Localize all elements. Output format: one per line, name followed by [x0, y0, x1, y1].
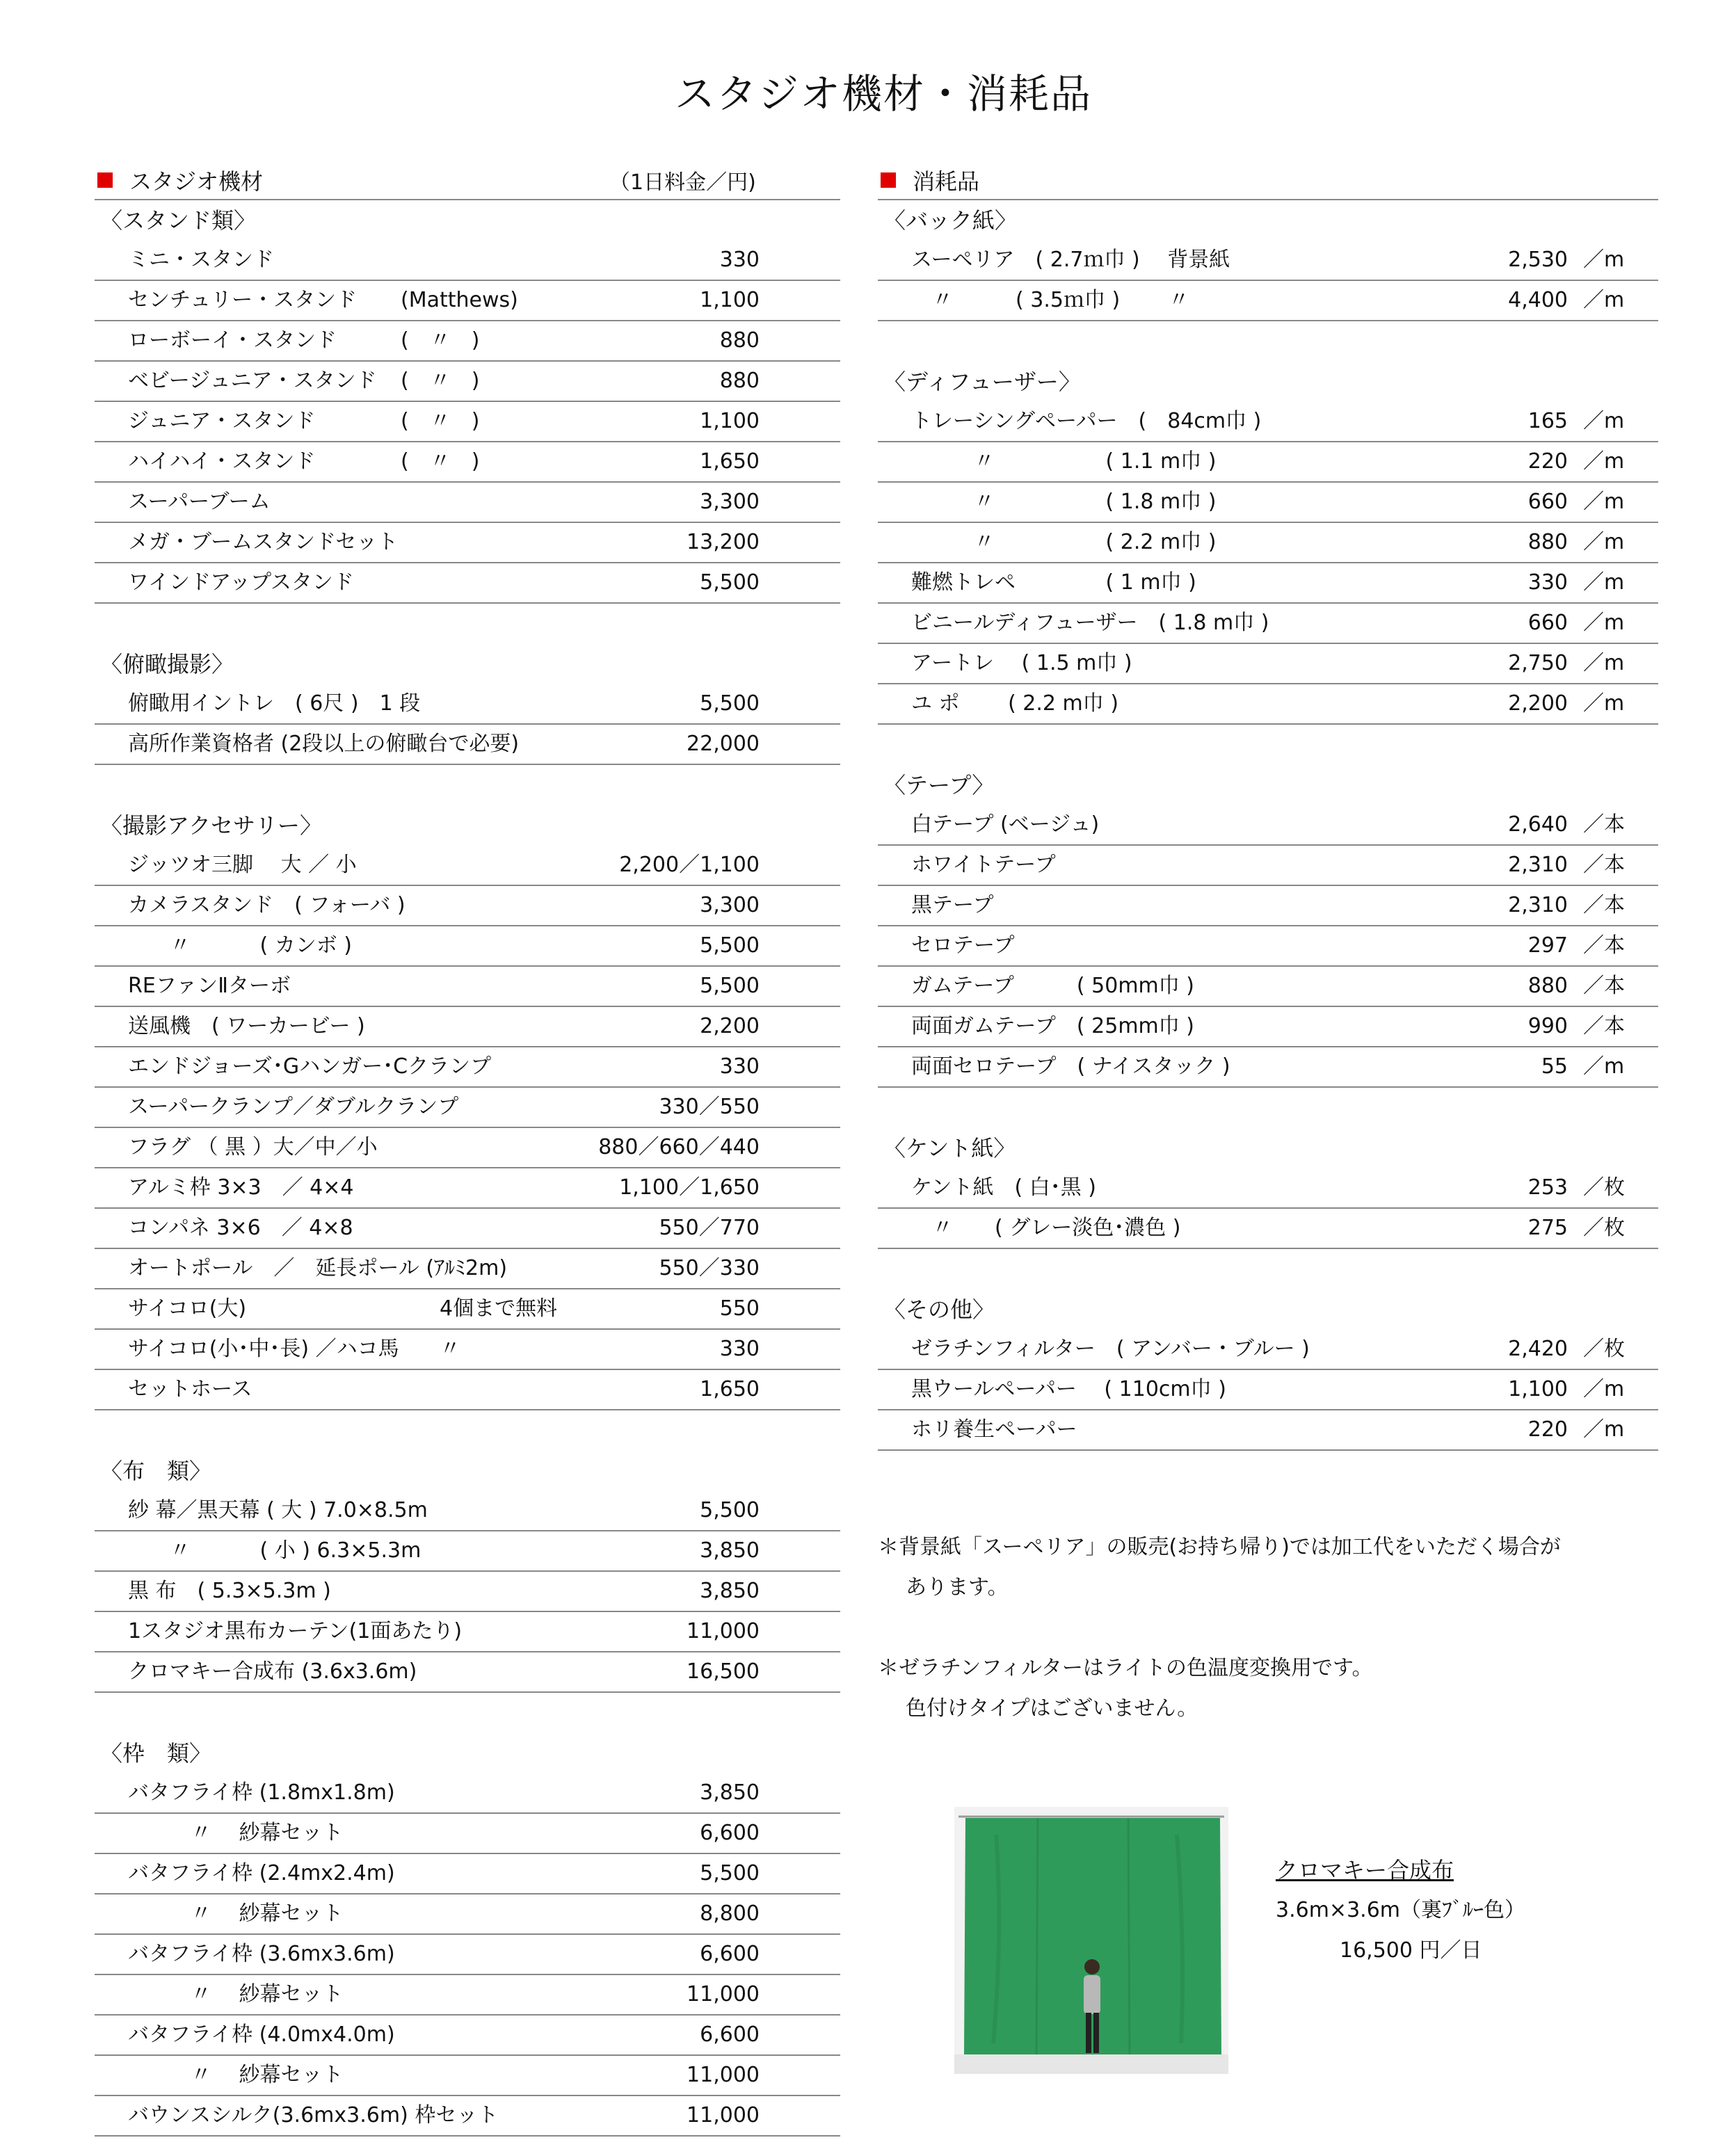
item-price: 2,750: [1508, 651, 1568, 675]
item-name: トレーシングペーパー ( 84cm巾 ): [911, 409, 1262, 433]
item-price: 1,650: [700, 449, 760, 474]
item-price: 13,200: [687, 530, 760, 554]
item-name: ハイハイ・スタンド: [128, 449, 316, 474]
item-name: バタフライ枠 (1.8mx1.8m): [128, 1780, 395, 1805]
item-price: 275: [1527, 1216, 1568, 1240]
item-price: 6,600: [700, 1821, 760, 1845]
item-name: 〃 紗幕セット: [128, 2063, 344, 2087]
item-price: 880: [1527, 530, 1568, 554]
price-row: [95, 1289, 840, 1330]
price-row: [878, 684, 1658, 725]
price-row: [878, 523, 1658, 563]
item-note: ( 〃 ): [401, 369, 480, 393]
caption-size: 3.6m×3.6m（裏ﾌﾞﾙｰ色）: [1276, 1898, 1526, 1922]
item-name: 高所作業資格者 (2段以上の俯瞰台で必要): [128, 732, 520, 756]
caption-price: 16,500 円／日: [1340, 1938, 1482, 1963]
item-name: ホリ養生ペーパー: [911, 1417, 1077, 1442]
item-price: 3,850: [700, 1780, 760, 1805]
item-unit: ／枚: [1583, 1216, 1625, 1240]
category-label: 〈バック紙〉: [883, 207, 1018, 234]
consumables-heading: 消耗品: [913, 168, 980, 195]
item-note: 4個まで無料: [440, 1296, 558, 1321]
item-name: コンパネ 3×6 ／ 4×8: [128, 1216, 353, 1240]
item-price: 550／330: [659, 1256, 760, 1280]
item-unit: ／本: [1583, 933, 1625, 958]
spacer: [878, 321, 1658, 362]
item-price: 11,000: [687, 2063, 760, 2087]
item-name: スーパーブーム: [128, 490, 271, 514]
item-price: 330／550: [659, 1095, 760, 1119]
item-price: 1,650: [700, 1377, 760, 1401]
item-price: 4,400: [1508, 288, 1568, 312]
price-row: [878, 967, 1658, 1007]
item-name: ベビージュニア・スタンド: [128, 369, 377, 393]
item-unit: ／m: [1583, 1377, 1625, 1401]
item-price: 2,310: [1508, 893, 1568, 917]
item-price: 330: [1527, 570, 1568, 595]
item-price: 660: [1527, 490, 1568, 514]
item-unit: ／m: [1583, 248, 1625, 272]
category-label: 〈俯瞰撮影〉: [100, 651, 234, 677]
item-name: カメラスタンド ( フォーバ ): [128, 893, 406, 917]
price-row: [95, 281, 840, 321]
price-row: [95, 1209, 840, 1249]
item-unit: ／m: [1583, 449, 1625, 474]
item-price: 550／770: [659, 1216, 760, 1240]
category-label: 〈ケント紙〉: [883, 1135, 1016, 1161]
price-row: [95, 563, 840, 604]
item-price: 3,850: [700, 1538, 760, 1563]
price-row: [878, 1410, 1658, 1451]
item-price: 880／660／440: [598, 1135, 760, 1159]
price-row: [95, 1088, 840, 1128]
price-row: [95, 1572, 840, 1612]
item-price: 2,640: [1508, 812, 1568, 837]
item-name: フラグ （ 黒 ）大／中／小: [128, 1135, 378, 1159]
item-name: メガ・ブームスタンドセット: [128, 530, 399, 554]
price-row: [95, 967, 840, 1007]
note-line: 色付けタイプはございません。: [906, 1696, 1198, 1721]
section-heading-consumables: [878, 161, 1658, 200]
price-row: [95, 1370, 840, 1410]
item-name: ガムテープ ( 50mm巾 ): [911, 974, 1195, 998]
spacer: [878, 1249, 1658, 1289]
price-row: [95, 1652, 840, 1693]
section-heading-equipment: [95, 161, 840, 200]
price-row: [95, 1935, 840, 1975]
item-price: 330: [719, 1054, 760, 1079]
price-row: [95, 2056, 840, 2096]
price-row: [878, 402, 1658, 442]
item-price: 5,500: [700, 1498, 760, 1522]
price-row: [95, 725, 840, 765]
item-unit: ／m: [1583, 530, 1625, 554]
item-unit: ／m: [1583, 288, 1625, 312]
item-name: ワインドアップスタンド: [128, 570, 354, 595]
price-row: [95, 1168, 840, 1209]
item-name: 両面ガムテープ ( 25mm巾 ): [911, 1014, 1195, 1038]
item-name: センチュリー・スタンド: [128, 288, 358, 312]
item-name: 両面セロテープ ( ナイスタック ): [911, 1054, 1230, 1079]
item-unit: ／m: [1583, 611, 1625, 635]
item-name: 〃 ( 3.5ｍ巾 ) 〃: [911, 288, 1189, 312]
price-row: [878, 926, 1658, 967]
price-row: [878, 805, 1658, 846]
item-price: 2,530: [1508, 248, 1568, 272]
item-name: ゼラチンフィルター ( アンバー・ブルー ): [911, 1337, 1310, 1361]
item-price: 5,500: [700, 933, 760, 958]
price-unit-label: （1日料金／円): [609, 170, 756, 195]
price-row: [95, 1491, 840, 1531]
item-name: セットホース: [128, 1377, 252, 1401]
price-row: [95, 321, 840, 362]
item-name: ホワイトテープ: [911, 853, 1056, 877]
item-price: 297: [1527, 933, 1568, 958]
item-price: 1,100: [700, 288, 760, 312]
item-price: 22,000: [687, 732, 760, 756]
item-unit: ／枚: [1583, 1337, 1625, 1361]
item-name: 〃 ( 1.1 m巾 ): [911, 449, 1217, 474]
item-name: アルミ枠 3×3 ／ 4×4: [128, 1175, 354, 1200]
item-price: 55: [1541, 1054, 1568, 1079]
page-title: スタジオ機材・消耗品: [674, 70, 1092, 118]
item-name: 紗 幕／黒天幕 ( 大 ) 7.0×8.5m: [128, 1498, 428, 1522]
item-name: 黒 布 ( 5.3×5.3m ): [128, 1579, 331, 1603]
price-row: [95, 886, 840, 926]
item-unit: ／m: [1583, 1054, 1625, 1079]
item-name: バタフライ枠 (3.6mx3.6m): [128, 1942, 395, 1966]
price-row: [95, 1894, 840, 1935]
item-name: クロマキー合成布 (3.6x3.6m): [128, 1659, 417, 1684]
item-price: 880: [1527, 974, 1568, 998]
item-name: 〃 ( カンボ ): [128, 933, 353, 958]
item-note: 〃: [440, 1337, 460, 1361]
price-row: [95, 483, 840, 523]
spacer: [878, 1088, 1658, 1128]
item-price: 8,800: [700, 1901, 760, 1926]
category-label: 〈撮影アクセサリー〉: [100, 812, 323, 839]
item-price: 550: [719, 1296, 760, 1321]
item-name: 1スタジオ黒布カーテン(1面あたり): [128, 1619, 463, 1643]
price-row: [878, 644, 1658, 684]
item-price: 2,200: [1508, 691, 1568, 716]
price-row: [878, 281, 1658, 321]
price-row: [878, 241, 1658, 281]
price-row: [878, 1209, 1658, 1249]
item-note: ( 〃 ): [401, 328, 480, 353]
item-price: 330: [719, 1337, 760, 1361]
price-row: [878, 1330, 1658, 1370]
item-name: セロテープ: [911, 933, 1015, 958]
item-price: 5,500: [700, 691, 760, 716]
item-unit: ／枚: [1583, 1175, 1625, 1200]
category-label: 〈テープ〉: [883, 772, 995, 798]
photo-caption: [1276, 1850, 1525, 1971]
price-row: [95, 684, 840, 725]
item-price: 220: [1527, 449, 1568, 474]
price-row: [878, 1007, 1658, 1047]
note-line: ＊ゼラチンフィルターはライトの色温度変換用です。: [878, 1656, 1373, 1680]
item-price: 3,300: [700, 893, 760, 917]
price-row: [878, 1047, 1658, 1088]
item-price: 2,200: [700, 1014, 760, 1038]
price-row: [878, 846, 1658, 886]
note-line: ＊背景紙「スーペリア」の販売(お持ち帰り)では加工代をいただく場合が: [878, 1535, 1561, 1559]
item-name: ローボーイ・スタンド: [128, 328, 337, 353]
item-unit: ／m: [1583, 490, 1625, 514]
item-name: 〃 ( 2.2 m巾 ): [911, 530, 1217, 554]
item-unit: ／m: [1583, 409, 1625, 433]
item-name: サイコロ(大): [128, 1296, 247, 1321]
price-row: [95, 1854, 840, 1894]
category-label: 〈スタンド類〉: [100, 207, 257, 234]
item-price: 880: [719, 369, 760, 393]
chroma-key-cloth-photo: [954, 1807, 1228, 2074]
studio-equipment-column: [95, 161, 840, 2137]
item-price: 990: [1527, 1014, 1568, 1038]
item-price: 16,500: [687, 1659, 760, 1684]
price-row: [95, 241, 840, 281]
item-note: ( 〃 ): [401, 409, 480, 433]
item-name: 送風機 ( ワーカービー ): [128, 1014, 365, 1038]
item-price: 5,500: [700, 1861, 760, 1885]
item-name: バウンスシルク(3.6mx3.6m) 枠セット: [128, 2103, 499, 2127]
item-price: 1,100: [1508, 1377, 1568, 1401]
item-price: 880: [719, 328, 760, 353]
price-row: [95, 846, 840, 886]
spacer: [95, 1693, 840, 1733]
item-name: バタフライ枠 (2.4mx2.4m): [128, 1861, 395, 1885]
item-price: 11,000: [687, 2103, 760, 2127]
note-line: あります。: [906, 1575, 1009, 1600]
item-price: 3,300: [700, 490, 760, 514]
item-name: ミニ・スタンド: [128, 248, 274, 272]
category-label: 〈布 類〉: [100, 1458, 212, 1484]
price-row: [95, 1128, 840, 1168]
price-row: [95, 1773, 840, 1814]
item-name: サイコロ(小･中･長) ／ハコ馬: [128, 1337, 399, 1361]
item-price: 3,850: [700, 1579, 760, 1603]
item-unit: ／本: [1583, 1014, 1625, 1038]
item-note: ( 〃 ): [401, 449, 480, 474]
item-name: ジュニア・スタンド: [128, 409, 316, 433]
price-row: [95, 362, 840, 402]
item-note: (Matthews): [401, 288, 518, 312]
item-price: 1,100: [700, 409, 760, 433]
item-name: 〃 紗幕セット: [128, 1821, 344, 1845]
price-row: [95, 1047, 840, 1088]
price-row: [95, 523, 840, 563]
item-name: スーペリア ( 2.7ｍ巾 ) 背景紙: [911, 248, 1230, 272]
price-row: [95, 402, 840, 442]
price-row: [95, 1612, 840, 1652]
price-row: [878, 886, 1658, 926]
price-row: [95, 1975, 840, 2016]
item-name: 黒テープ: [911, 893, 994, 917]
item-name: 〃 ( 1.8 m巾 ): [911, 490, 1217, 514]
item-price: 11,000: [687, 1619, 760, 1643]
notes: [878, 1527, 1671, 1729]
item-name: 難燃トレペ ( 1 m巾 ): [911, 570, 1196, 595]
category-label: 〈ディフューザー〉: [883, 369, 1081, 395]
item-unit: ／本: [1583, 974, 1625, 998]
spacer: [95, 765, 840, 805]
item-name: ビニールディフューザー ( 1.8 m巾 ): [911, 611, 1269, 635]
caption-title: クロマキー合成布: [1276, 1857, 1454, 1883]
item-name: 白テープ (ベージュ): [911, 812, 1100, 837]
item-name: アートレ ( 1.5 m巾 ): [911, 651, 1132, 675]
item-price: 6,600: [700, 1942, 760, 1966]
price-row: [878, 483, 1658, 523]
item-name: 〃 紗幕セット: [128, 1901, 344, 1926]
item-name: 黒ウールペーパー ( 110cm巾 ): [911, 1377, 1226, 1401]
price-row: [95, 926, 840, 967]
price-row: [95, 2096, 840, 2137]
item-name: ジッツオ三脚 大 ／ 小: [128, 853, 357, 877]
item-price: 2,420: [1508, 1337, 1568, 1361]
spacer: [95, 1410, 840, 1451]
price-row: [878, 442, 1658, 483]
price-row: [95, 1531, 840, 1572]
equipment-heading: スタジオ機材: [129, 168, 264, 195]
price-row: [95, 2016, 840, 2056]
item-unit: ／m: [1583, 1417, 1625, 1442]
price-row: [95, 442, 840, 483]
item-name: スーパークランプ／ダブルクランプ: [128, 1095, 459, 1119]
spacer: [878, 725, 1658, 765]
item-price: 11,000: [687, 1982, 760, 2006]
category-label: 〈その他〉: [883, 1296, 995, 1323]
item-name: 〃 ( グレー淡色･濃色 ): [911, 1216, 1181, 1240]
item-price: 330: [719, 248, 760, 272]
item-price: 5,500: [700, 570, 760, 595]
item-price: 2,200／1,100: [619, 853, 760, 877]
price-row: [95, 1007, 840, 1047]
price-row: [878, 1370, 1658, 1410]
item-name: 俯瞰用イントレ ( 6尺 ) 1 段: [128, 691, 421, 716]
item-unit: ／m: [1583, 570, 1625, 595]
item-name: ケント紙 ( 白･黒 ): [911, 1175, 1096, 1200]
price-row: [95, 1249, 840, 1289]
consumables-column: [878, 161, 1658, 1451]
item-name: 〃 紗幕セット: [128, 1982, 344, 2006]
price-row: [95, 1814, 840, 1854]
price-row: [95, 1330, 840, 1370]
item-price: 1,100／1,650: [619, 1175, 760, 1200]
item-unit: ／本: [1583, 812, 1625, 837]
spacer: [95, 604, 840, 644]
item-price: 165: [1527, 409, 1568, 433]
item-name: バタフライ枠 (4.0mx4.0m): [128, 2022, 395, 2047]
item-price: 2,310: [1508, 853, 1568, 877]
item-name: エンドジョーズ･Gハンガー･Cクランプ: [128, 1054, 492, 1079]
item-price: 6,600: [700, 2022, 760, 2047]
price-row: [878, 604, 1658, 644]
item-price: 253: [1527, 1175, 1568, 1200]
red-square-icon: [881, 172, 896, 188]
item-unit: ／本: [1583, 893, 1625, 917]
item-price: 660: [1527, 611, 1568, 635]
item-unit: ／本: [1583, 853, 1625, 877]
item-name: ユ ポ ( 2.2 m巾 ): [911, 691, 1119, 716]
price-row: [878, 563, 1658, 604]
category-label: 〈枠 類〉: [100, 1740, 212, 1767]
price-row: [878, 1168, 1658, 1209]
item-price: 5,500: [700, 974, 760, 998]
item-price: 220: [1527, 1417, 1568, 1442]
item-unit: ／m: [1583, 651, 1625, 675]
red-square-icon: [97, 172, 113, 188]
chroma-key-photo-illustration: [954, 1807, 1228, 2074]
item-unit: ／m: [1583, 691, 1625, 716]
item-name: REファンⅡターボ: [128, 974, 291, 998]
item-name: オートポール ／ 延長ポール (ｱﾙﾐ2m): [128, 1256, 508, 1280]
item-name: 〃 ( 小 ) 6.3×5.3m: [128, 1538, 422, 1563]
